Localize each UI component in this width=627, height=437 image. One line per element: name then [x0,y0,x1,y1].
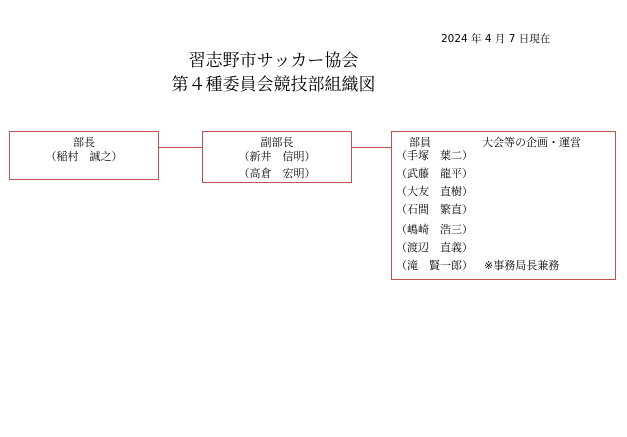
vice-box [202,131,352,183]
date-label: 2024 年 4 月 7 日現在 [441,33,551,45]
staff-box [391,131,616,280]
staff-member: （滝 賢一郎） [396,259,473,272]
staff-member: （武藤 龍平） [396,167,473,180]
staff-member: （渡辺 直義） [396,241,473,254]
head-box [9,131,159,180]
head-member: （稲村 誠之） [45,150,123,163]
staff-member: （手塚 葉二） [396,149,473,162]
vice-member: （新井 信明） [238,150,316,163]
vice-member: （高倉 宏明） [238,167,316,180]
head-role: 部長 [73,136,95,149]
staff-member: （大友 直樹） [396,185,473,198]
staff-member: （石間 繁直） [396,203,473,216]
staff-duty-note: 大会等の企画・運営 [482,136,581,149]
staff-member: （嶋崎 浩三） [396,223,473,236]
title-line-2: 第４種委員会競技部組織図 [171,75,376,95]
connector-vice-staff [352,147,391,148]
staff-secretariat-note: ※事務局長兼務 [484,259,560,272]
connector-head-vice [159,147,202,148]
title-line-1: 習志野市サッカー協会 [188,51,359,71]
staff-role: 部員 [409,136,431,149]
vice-role: 副部長 [260,136,294,149]
